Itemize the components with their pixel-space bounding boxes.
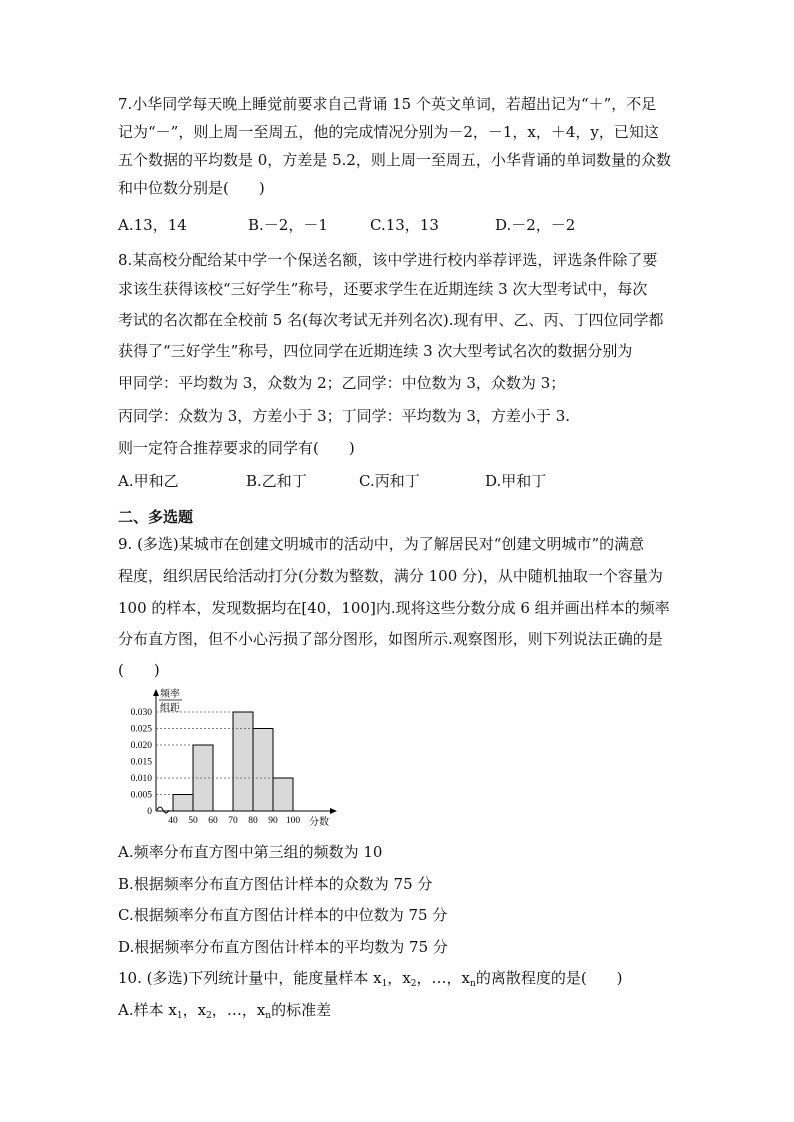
q10-sep: ， (211, 1001, 227, 1019)
q10-sub-n: n (470, 979, 476, 989)
q10-sep: ， (182, 1001, 198, 1019)
q10-a-sub-1: 1 (176, 1011, 183, 1021)
y-tick-label-4: 0.020 (130, 741, 152, 751)
histogram-bar-3 (253, 729, 273, 812)
q10-option-a-pre: A.样本 x (118, 1001, 177, 1019)
q10-sep: ， (446, 969, 462, 987)
x-tick-label-3: 70 (228, 816, 238, 826)
histogram-bar-0 (173, 795, 193, 812)
q7-option-d: D.－2，－2 (495, 216, 576, 234)
y-axis-label-bottom: 组距 (160, 703, 180, 714)
q10-stem-suf: 的离散程度的是( ) (475, 969, 623, 987)
x-axis-label: 分数 (309, 817, 329, 828)
section-heading: 二、多选题 (118, 508, 194, 526)
x-axis-arrow (330, 808, 337, 814)
q10-sub-1: 1 (381, 979, 388, 989)
axis-break-mark (157, 807, 169, 813)
q10-option-a-suf: 的标准差 (271, 1001, 332, 1019)
q7-option-c: C.13，13 (370, 216, 439, 234)
histogram-bar-4 (273, 778, 293, 811)
y-tick-label-2: 0.010 (130, 774, 152, 784)
q10-a-sub-2: 2 (206, 1011, 212, 1021)
q9-option-d: D.根据频率分布直方图估计样本的平均数为 75 分 (118, 938, 448, 956)
y-axis-arrow (153, 689, 159, 696)
q9-line-2: 程度，组织居民给活动打分(分数为整数，满分 100 分)，从中随机抽取一个容量为 (118, 567, 663, 585)
q8-line-2: 求该生获得该校“三好学生”称号，还要求学生在近期连续 3 次大型考试中，每次 (118, 280, 648, 298)
q8-option-d: D.甲和丁 (485, 472, 547, 490)
q10-stem: 10. (多选)下列统计量中，能度量样本 $x_1$，$x_2$，…，$x_n$的离散程度的是( ) (118, 969, 623, 989)
q7-option-a: A.13，14 (118, 216, 187, 234)
q8-option-a: A.甲和乙 (118, 472, 179, 490)
q9-line-3: 100 的样本，发现数据均在[40，100]内.现将这些分数分成 6 组并画出样本的频率 (118, 599, 670, 617)
q9-line-4: 分布直方图，但不小心污损了部分图形，如图所示.观察图形，则下列说法正确的是 (118, 630, 663, 648)
y-axis-label-top: 频率 (160, 689, 180, 700)
q8-line-6: 丙同学：众数为 3，方差小于 3；丁同学：平均数为 3，方差小于 3. (118, 407, 571, 425)
q9-option-a: A.频率分布直方图中第三组的频数为 10 (118, 843, 383, 861)
q10-ellipsis: … (431, 969, 447, 987)
y-tick-label-1: 0.005 (130, 790, 152, 801)
q10-sep: ， (387, 969, 403, 987)
q7-line-2: 记为“－”，则上周一至周五，他的完成情况分别为－2，－1，x，＋4，y，已知这 (118, 123, 659, 141)
y-tick-label-3: 0.015 (130, 757, 152, 768)
histogram-bar-2 (233, 712, 253, 811)
q7-option-b: B.－2，－1 (248, 216, 328, 234)
q10-a-sub-n: n (265, 1011, 272, 1021)
q10-sep: ， (416, 969, 432, 987)
y-tick-label-0: 0 (147, 807, 152, 817)
x-tick-label-2: 60 (208, 816, 218, 826)
q8-line-3: 考试的名次都在全校前 5 名(每次考试无并列名次).现有甲、乙、丙、丁四位同学都 (118, 311, 664, 329)
q8-line-7: 则一定符合推荐要求的同学有( ) (118, 439, 355, 457)
q8-option-c: C.丙和丁 (359, 472, 420, 490)
q10-sub-2: 2 (410, 979, 417, 989)
q7-line-1: 7.小华同学每天晚上睡觉前要求自己背诵 15 个英文单词，若超出记为“＋”，不足 (118, 95, 657, 113)
x-tick-label-1: 50 (188, 816, 198, 826)
q10-stem-pre: 10. (多选)下列统计量中，能度量样本 x (118, 969, 382, 987)
frequency-histogram (118, 682, 348, 832)
q9-option-b: B.根据频率分布直方图估计样本的众数为 75 分 (118, 875, 433, 893)
x-tick-label-4: 80 (248, 816, 258, 826)
x-tick-label-6: 100 (285, 816, 301, 826)
q9-line-1: 9. (多选)某城市在创建文明城市的活动中，为了解居民对“创建文明城市”的满意 (118, 535, 645, 553)
x-tick-label-0: 40 (168, 816, 178, 826)
q8-line-1: 8.某高校分配给某中学一个保送名额，该中学进行校内举荐评选，评选条件除了要 (118, 251, 658, 269)
q10-option-a: A.样本 $x_1$，$x_2$，…，$x_n$的标准差 (118, 1001, 332, 1021)
q10-ellipsis: … (226, 1001, 242, 1019)
q7-line-4: 和中位数分别是( ) (118, 179, 265, 197)
y-tick-label-6: 0.030 (130, 708, 152, 718)
q9-line-5: ( ) (118, 661, 160, 679)
q7-options (118, 215, 678, 235)
q10-sep: ， (241, 1001, 257, 1019)
q8-option-b: B.乙和丁 (246, 472, 307, 490)
q9-option-c: C.根据频率分布直方图估计样本的中位数为 75 分 (118, 906, 448, 924)
x-tick-label-5: 90 (268, 816, 278, 826)
q8-line-5: 甲同学：平均数为 3，众数为 2；乙同学：中位数为 3，众数为 3； (118, 374, 566, 392)
q7-line-3: 五个数据的平均数是 0，方差是 5.2，则上周一至周五，小华背诵的单词数量的众数 (118, 151, 671, 169)
y-tick-label-5: 0.025 (130, 724, 152, 735)
q8-options (118, 471, 678, 491)
q8-line-4: 获得了“三好学生”称号，四位同学在近期连续 3 次大型考试名次的数据分别为 (118, 342, 633, 360)
